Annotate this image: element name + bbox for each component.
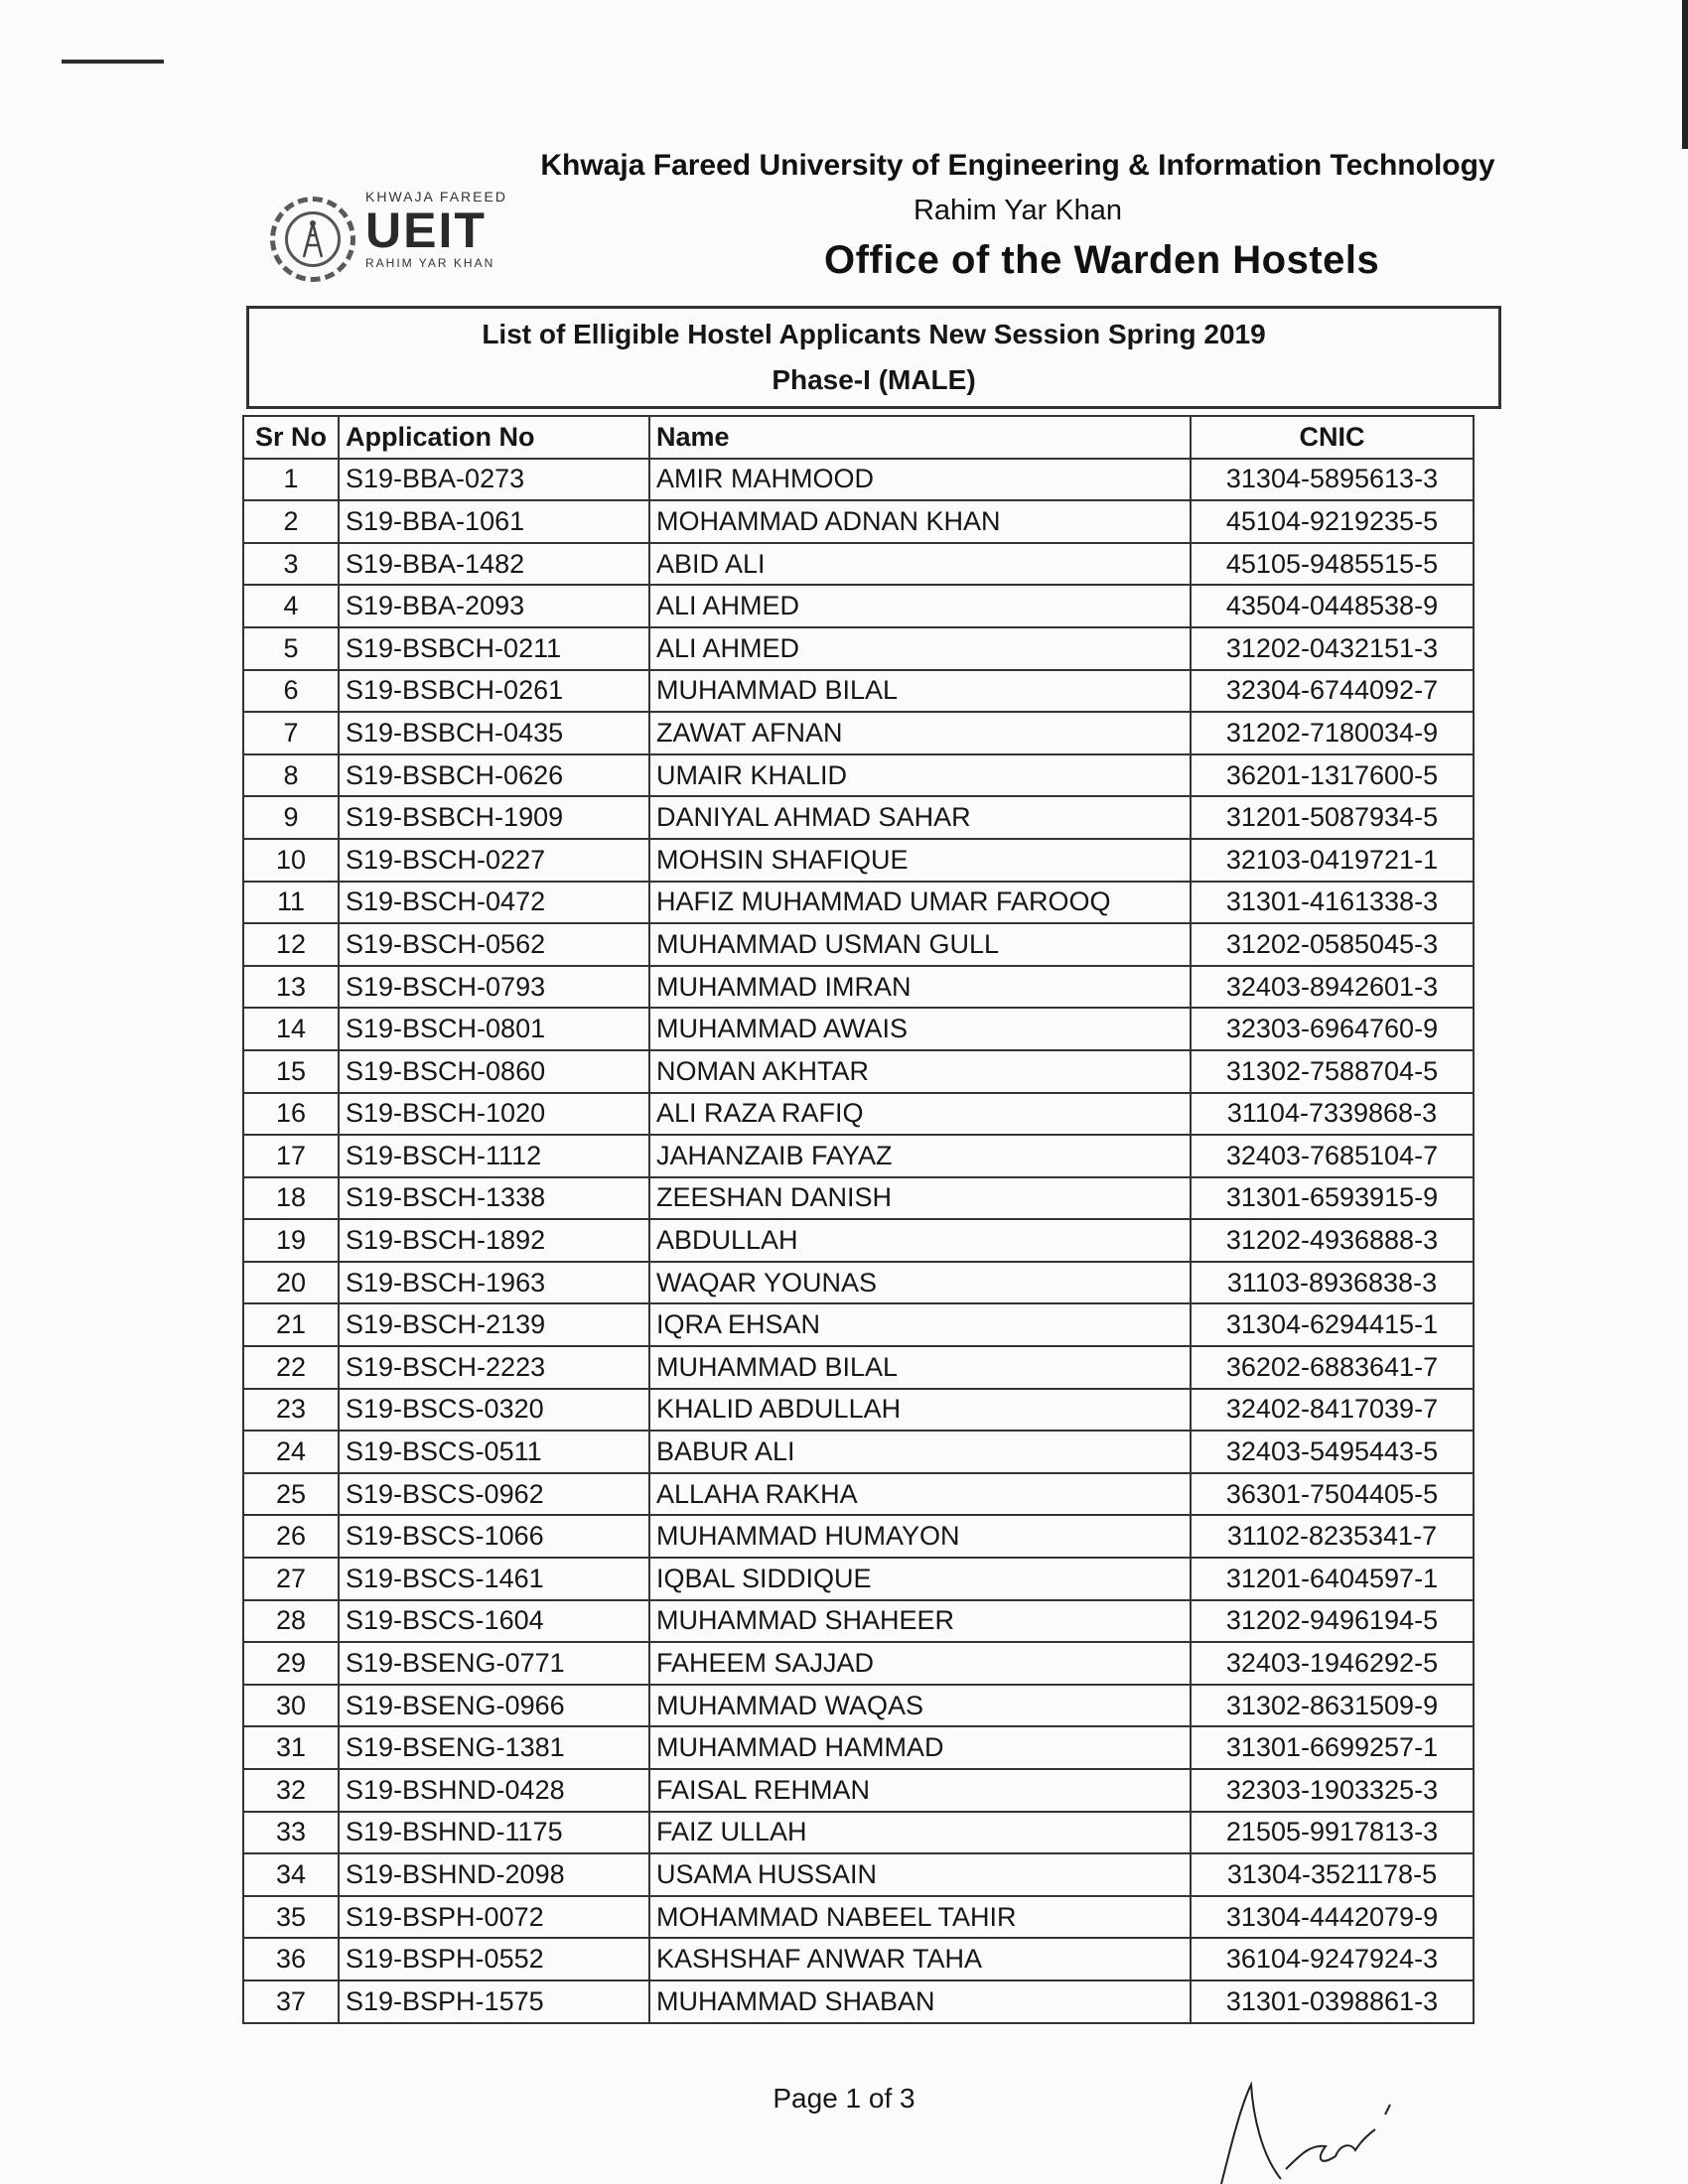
cell-name: ALI AHMED <box>649 627 1191 670</box>
cell-name: ALI AHMED <box>649 585 1191 627</box>
cell-cnic: 31301-6699257-1 <box>1191 1726 1474 1769</box>
cell-cnic: 31201-5087934-5 <box>1191 796 1474 839</box>
cell-sr-no: 20 <box>243 1262 339 1304</box>
cell-application-no: S19-BSPH-0552 <box>339 1938 649 1980</box>
cell-sr-no: 30 <box>243 1685 339 1727</box>
cell-sr-no: 3 <box>243 543 339 586</box>
cell-cnic: 32303-1903325-3 <box>1191 1769 1474 1812</box>
cell-application-no: S19-BSCH-1892 <box>339 1219 649 1262</box>
cell-name: USAMA HUSSAIN <box>649 1853 1191 1896</box>
cell-application-no: S19-BSCS-1461 <box>339 1558 649 1600</box>
scan-edge <box>1682 0 1688 149</box>
cell-cnic: 31202-9496194-5 <box>1191 1600 1474 1643</box>
cell-application-no: S19-BSENG-0771 <box>339 1642 649 1685</box>
table-row <box>243 1473 1474 1516</box>
cell-sr-no: 27 <box>243 1558 339 1600</box>
cell-application-no: S19-BSBCH-0261 <box>339 670 649 713</box>
cell-name: MUHAMMAD HAMMAD <box>649 1726 1191 1769</box>
cell-name: MUHAMMAD BILAL <box>649 670 1191 713</box>
cell-application-no: S19-BSCH-0472 <box>339 882 649 924</box>
logo-big-text: UEIT <box>365 203 487 258</box>
cell-sr-no: 16 <box>243 1093 339 1136</box>
table-header-row <box>243 416 1474 459</box>
table-row <box>243 1515 1474 1558</box>
cell-name: MUHAMMAD BILAL <box>649 1346 1191 1389</box>
cell-sr-no: 14 <box>243 1008 339 1050</box>
header-cnic: CNIC <box>1191 416 1474 459</box>
cell-application-no: S19-BSCH-1338 <box>339 1177 649 1220</box>
cell-sr-no: 6 <box>243 670 339 713</box>
cell-sr-no: 22 <box>243 1346 339 1389</box>
cell-application-no: S19-BSCH-1020 <box>339 1093 649 1136</box>
cell-application-no: S19-BBA-2093 <box>339 585 649 627</box>
cell-name: ABDULLAH <box>649 1219 1191 1262</box>
cell-name: MUHAMMAD SHABAN <box>649 1980 1191 2023</box>
header-name: Name <box>649 416 1191 459</box>
cell-application-no: S19-BSCH-0860 <box>339 1050 649 1093</box>
table-row <box>243 839 1474 882</box>
cell-sr-no: 11 <box>243 882 339 924</box>
cell-sr-no: 32 <box>243 1769 339 1812</box>
cell-sr-no: 18 <box>243 1177 339 1220</box>
cell-name: BABUR ALI <box>649 1431 1191 1473</box>
cell-name: KHALID ABDULLAH <box>649 1389 1191 1432</box>
cell-sr-no: 37 <box>243 1980 339 2023</box>
cell-sr-no: 29 <box>243 1642 339 1685</box>
table-row <box>243 1812 1474 1854</box>
cell-cnic: 32403-5495443-5 <box>1191 1431 1474 1473</box>
table-row <box>243 1303 1474 1346</box>
office-title: Office of the Warden Hostels <box>824 238 1380 282</box>
cell-name: MOHSIN SHAFIQUE <box>649 839 1191 882</box>
cell-name: ALI RAZA RAFIQ <box>649 1093 1191 1136</box>
table-row <box>243 1938 1474 1980</box>
cell-cnic: 32103-0419721-1 <box>1191 839 1474 882</box>
cell-sr-no: 9 <box>243 796 339 839</box>
cell-application-no: S19-BSBCH-0435 <box>339 712 649 754</box>
cell-application-no: S19-BSENG-1381 <box>339 1726 649 1769</box>
cell-sr-no: 33 <box>243 1812 339 1854</box>
cell-sr-no: 12 <box>243 923 339 966</box>
table-row <box>243 1262 1474 1304</box>
table-row <box>243 882 1474 924</box>
cell-cnic: 31104-7339868-3 <box>1191 1093 1474 1136</box>
cell-application-no: S19-BSCH-1963 <box>339 1262 649 1304</box>
cell-cnic: 31103-8936838-3 <box>1191 1262 1474 1304</box>
cell-cnic: 31301-0398861-3 <box>1191 1980 1474 2023</box>
cell-name: JAHANZAIB FAYAZ <box>649 1135 1191 1177</box>
cell-application-no: S19-BSCH-2223 <box>339 1346 649 1389</box>
cell-cnic: 32403-7685104-7 <box>1191 1135 1474 1177</box>
cell-application-no: S19-BSCH-1112 <box>339 1135 649 1177</box>
cell-name: UMAIR KHALID <box>649 754 1191 797</box>
cell-application-no: S19-BBA-1061 <box>339 500 649 543</box>
cell-application-no: S19-BSPH-0072 <box>339 1896 649 1939</box>
cell-cnic: 31304-4442079-9 <box>1191 1896 1474 1939</box>
cell-application-no: S19-BSCH-2139 <box>339 1303 649 1346</box>
cell-sr-no: 1 <box>243 459 339 501</box>
cell-cnic: 36202-6883641-7 <box>1191 1346 1474 1389</box>
cell-cnic: 31202-0432151-3 <box>1191 627 1474 670</box>
cell-name: MOHAMMAD ADNAN KHAN <box>649 500 1191 543</box>
cell-name: MOHAMMAD NABEEL TAHIR <box>649 1896 1191 1939</box>
table-row <box>243 1431 1474 1473</box>
cell-cnic: 31304-5895613-3 <box>1191 459 1474 501</box>
table-row <box>243 1219 1474 1262</box>
cell-cnic: 31302-8631509-9 <box>1191 1685 1474 1727</box>
cell-sr-no: 34 <box>243 1853 339 1896</box>
cell-name: ALLAHA RAKHA <box>649 1473 1191 1516</box>
cell-sr-no: 35 <box>243 1896 339 1939</box>
applicants-table <box>242 415 1475 2024</box>
table-row <box>243 1008 1474 1050</box>
table-row <box>243 1769 1474 1812</box>
cell-application-no: S19-BSBCH-1909 <box>339 796 649 839</box>
cell-cnic: 32303-6964760-9 <box>1191 1008 1474 1050</box>
table-row <box>243 966 1474 1009</box>
cell-application-no: S19-BBA-0273 <box>339 459 649 501</box>
cell-sr-no: 15 <box>243 1050 339 1093</box>
cell-application-no: S19-BSCS-0962 <box>339 1473 649 1516</box>
cell-name: ZAWAT AFNAN <box>649 712 1191 754</box>
cell-sr-no: 19 <box>243 1219 339 1262</box>
cell-application-no: S19-BSBCH-0626 <box>339 754 649 797</box>
cell-sr-no: 7 <box>243 712 339 754</box>
cell-name: IQBAL SIDDIQUE <box>649 1558 1191 1600</box>
table-row <box>243 796 1474 839</box>
table-row <box>243 627 1474 670</box>
cell-application-no: S19-BSBCH-0211 <box>339 627 649 670</box>
cell-sr-no: 8 <box>243 754 339 797</box>
list-title-box <box>246 306 1501 409</box>
table-row <box>243 712 1474 754</box>
table-row <box>243 1135 1474 1177</box>
table-row <box>243 754 1474 797</box>
cell-sr-no: 5 <box>243 627 339 670</box>
table-row <box>243 1389 1474 1432</box>
signature <box>1192 2075 1450 2184</box>
table-row <box>243 1896 1474 1939</box>
table-row <box>243 1853 1474 1896</box>
cell-application-no: S19-BSENG-0966 <box>339 1685 649 1727</box>
cell-sr-no: 10 <box>243 839 339 882</box>
table-row <box>243 1726 1474 1769</box>
cell-name: MUHAMMAD SHAHEER <box>649 1600 1191 1643</box>
cell-cnic: 31102-8235341-7 <box>1191 1515 1474 1558</box>
cell-application-no: S19-BSCH-0801 <box>339 1008 649 1050</box>
header-application-no: Application No <box>339 416 649 459</box>
cell-cnic: 32304-6744092-7 <box>1191 670 1474 713</box>
table-row <box>243 1346 1474 1389</box>
cell-name: MUHAMMAD USMAN GULL <box>649 923 1191 966</box>
cell-sr-no: 31 <box>243 1726 339 1769</box>
cell-cnic: 31202-4936888-3 <box>1191 1219 1474 1262</box>
cell-sr-no: 17 <box>243 1135 339 1177</box>
cell-sr-no: 25 <box>243 1473 339 1516</box>
cell-cnic: 45105-9485515-5 <box>1191 543 1474 586</box>
gear-icon <box>270 197 355 282</box>
table-row <box>243 1685 1474 1727</box>
page-number: Page 1 of 3 <box>773 2083 915 2114</box>
cell-cnic: 43504-0448538-9 <box>1191 585 1474 627</box>
cell-cnic: 31304-3521178-5 <box>1191 1853 1474 1896</box>
table-row <box>243 1642 1474 1685</box>
cell-sr-no: 36 <box>243 1938 339 1980</box>
tower-icon <box>285 211 341 267</box>
table-row <box>243 1980 1474 2023</box>
cell-cnic: 31202-7180034-9 <box>1191 712 1474 754</box>
cell-name: FAHEEM SAJJAD <box>649 1642 1191 1685</box>
cell-name: MUHAMMAD WAQAS <box>649 1685 1191 1727</box>
logo-small-text: KHWAJA FAREED <box>365 189 507 205</box>
table-row <box>243 670 1474 713</box>
cell-cnic: 31301-6593915-9 <box>1191 1177 1474 1220</box>
cell-cnic: 36301-7504405-5 <box>1191 1473 1474 1516</box>
cell-name: FAISAL REHMAN <box>649 1769 1191 1812</box>
logo-city-text: RAHIM YAR KHAN <box>365 256 495 270</box>
cell-application-no: S19-BSCS-0320 <box>339 1389 649 1432</box>
cell-name: AMIR MAHMOOD <box>649 459 1191 501</box>
cell-name: ABID ALI <box>649 543 1191 586</box>
cell-cnic: 36104-9247924-3 <box>1191 1938 1474 1980</box>
table-row <box>243 1050 1474 1093</box>
cell-name: ZEESHAN DANISH <box>649 1177 1191 1220</box>
cell-cnic: 31201-6404597-1 <box>1191 1558 1474 1600</box>
table-row <box>243 1600 1474 1643</box>
table-row <box>243 459 1474 501</box>
cell-name: MUHAMMAD HUMAYON <box>649 1515 1191 1558</box>
cell-application-no: S19-BSCH-0793 <box>339 966 649 1009</box>
cell-application-no: S19-BSCS-0511 <box>339 1431 649 1473</box>
cell-cnic: 21505-9917813-3 <box>1191 1812 1474 1854</box>
cell-name: MUHAMMAD AWAIS <box>649 1008 1191 1050</box>
cell-sr-no: 24 <box>243 1431 339 1473</box>
table-row <box>243 585 1474 627</box>
cell-cnic: 45104-9219235-5 <box>1191 500 1474 543</box>
cell-application-no: S19-BBA-1482 <box>339 543 649 586</box>
table-row <box>243 1558 1474 1600</box>
cell-application-no: S19-BSHND-2098 <box>339 1853 649 1896</box>
cell-sr-no: 13 <box>243 966 339 1009</box>
table-row <box>243 1093 1474 1136</box>
cell-cnic: 31302-7588704-5 <box>1191 1050 1474 1093</box>
cell-sr-no: 4 <box>243 585 339 627</box>
university-name: Khwaja Fareed University of Engineering & Information Technology <box>540 149 1495 182</box>
cell-application-no: S19-BSCH-0562 <box>339 923 649 966</box>
table-row <box>243 543 1474 586</box>
cell-sr-no: 21 <box>243 1303 339 1346</box>
cell-name: KASHSHAF ANWAR TAHA <box>649 1938 1191 1980</box>
cell-application-no: S19-BSCH-0227 <box>339 839 649 882</box>
cell-cnic: 32403-1946292-5 <box>1191 1642 1474 1685</box>
university-city: Rahim Yar Khan <box>913 195 1123 226</box>
cell-sr-no: 2 <box>243 500 339 543</box>
cell-cnic: 31202-0585045-3 <box>1191 923 1474 966</box>
table-row <box>243 1177 1474 1220</box>
cell-sr-no: 23 <box>243 1389 339 1432</box>
cell-name: NOMAN AKHTAR <box>649 1050 1191 1093</box>
list-title: List of Elligible Hostel Applicants New Session Spring 2019 <box>482 319 1266 349</box>
cell-sr-no: 26 <box>243 1515 339 1558</box>
cell-name: WAQAR YOUNAS <box>649 1262 1191 1304</box>
cell-application-no: S19-BSCS-1066 <box>339 1515 649 1558</box>
cell-cnic: 32403-8942601-3 <box>1191 966 1474 1009</box>
header-sr-no: Sr No <box>243 416 339 459</box>
cell-application-no: S19-BSPH-1575 <box>339 1980 649 2023</box>
cell-name: HAFIZ MUHAMMAD UMAR FAROOQ <box>649 882 1191 924</box>
scan-mark <box>62 60 164 64</box>
cell-name: IQRA EHSAN <box>649 1303 1191 1346</box>
university-logo <box>270 189 530 292</box>
list-subtitle: Phase-I (MALE) <box>772 364 976 395</box>
cell-cnic: 31301-4161338-3 <box>1191 882 1474 924</box>
table-row <box>243 923 1474 966</box>
cell-application-no: S19-BSHND-0428 <box>339 1769 649 1812</box>
cell-application-no: S19-BSHND-1175 <box>339 1812 649 1854</box>
cell-cnic: 31304-6294415-1 <box>1191 1303 1474 1346</box>
cell-cnic: 32402-8417039-7 <box>1191 1389 1474 1432</box>
cell-sr-no: 28 <box>243 1600 339 1643</box>
cell-name: DANIYAL AHMAD SAHAR <box>649 796 1191 839</box>
cell-application-no: S19-BSCS-1604 <box>339 1600 649 1643</box>
table-row <box>243 500 1474 543</box>
cell-name: MUHAMMAD IMRAN <box>649 966 1191 1009</box>
cell-name: FAIZ ULLAH <box>649 1812 1191 1854</box>
cell-cnic: 36201-1317600-5 <box>1191 754 1474 797</box>
